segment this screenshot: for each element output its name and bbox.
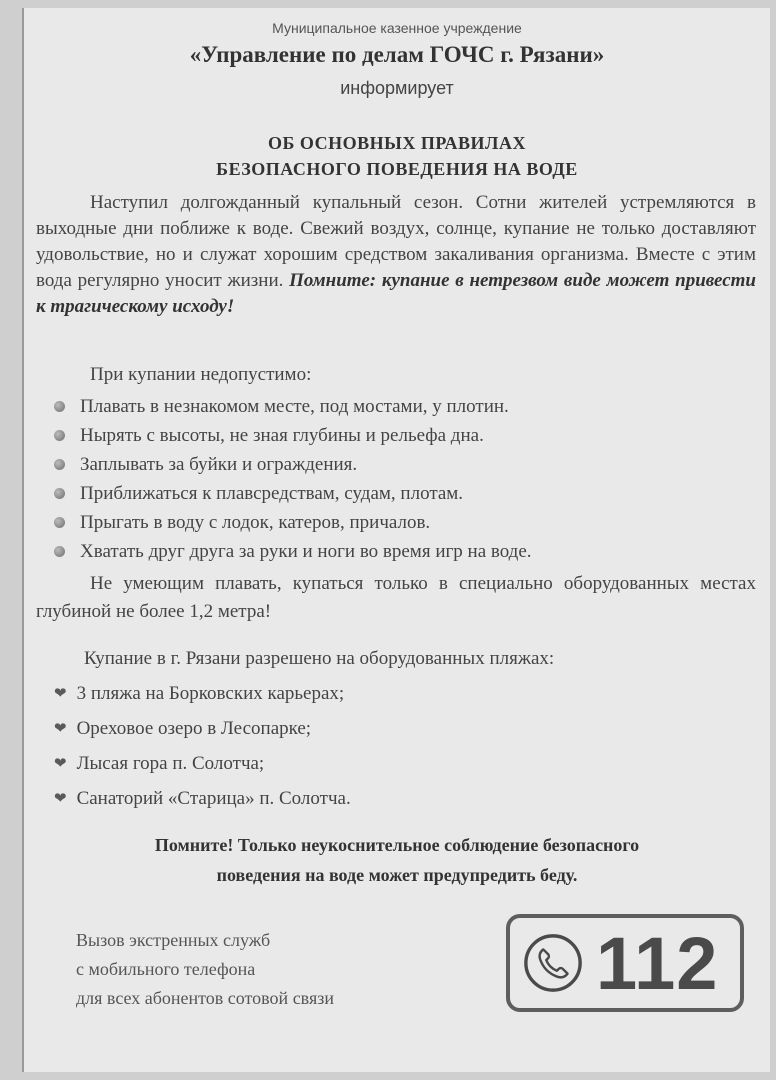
intro-text: Наступил долгожданный купальный сезон. Сотни жителей устремляются в выходные дни поближе к воде. Свежий воздух, солнце, купание не только доставляют удовольствие, но и служат хорошим средством закаливания организма. Вместе с этим вода регулярно уносит жизни.	[36, 192, 756, 291]
emergency-line-3: для всех абонентов сотовой связи	[76, 988, 334, 1008]
emergency-line-2: с мобильного телефона	[76, 959, 256, 979]
emergency-line-1: Вызов экстренных служб	[76, 930, 271, 950]
heart-bullet-icon: ❤	[54, 686, 67, 702]
heart-bullet-icon: ❤	[54, 756, 67, 772]
title-line-2: БЕЗОПАСНОГО ПОВЕДЕНИЯ НА ВОДЕ	[216, 159, 578, 179]
title-line-1: ОБ ОСНОВНЫХ ПРАВИЛАХ	[268, 133, 526, 153]
reminder-line-1: Помните! Только неукоснительное соблюдение безопасного	[154, 835, 640, 855]
emergency-number-box	[506, 914, 744, 1012]
emergency-number: 112	[596, 922, 719, 1005]
list-item	[54, 537, 760, 566]
list-item-text: Санаторий «Старица» п. Солотча.	[76, 787, 351, 809]
forbidden-list	[54, 392, 760, 566]
list-item-text: Плавать в незнакомом месте, под мостами, у плотин.	[80, 395, 509, 417]
list-item-text: Приближаться к плавсредствам, судам, плотам.	[80, 482, 464, 504]
notice-title	[24, 130, 770, 182]
list-item-text: Лысая гора п. Солотча;	[76, 752, 265, 774]
notice-sheet	[22, 8, 770, 1072]
list-item-text: Ореховое озеро в Лесопарке;	[76, 717, 312, 739]
intro-paragraph	[36, 190, 756, 320]
list-item-text: Хватать друг друга за руки и ноги во время игр на воде.	[80, 540, 532, 562]
bullet-dot-icon	[54, 546, 65, 557]
list-item	[54, 392, 760, 421]
list-item-text: Заплывать за буйки и ограждения.	[80, 453, 358, 475]
list-item-text: Нырять с высоты, не зная глубины и рельефа дна.	[80, 424, 484, 446]
reminder-line-2: поведения на воде может предупредить беду.	[216, 865, 578, 885]
list-item	[54, 508, 760, 537]
intro-warning: Помните: купание в нетрезвом виде может привести к трагическому исходу!	[36, 270, 756, 317]
informs-label: информирует	[340, 78, 454, 98]
bullet-dot-icon	[54, 488, 65, 499]
list-item	[54, 450, 760, 479]
beach-list	[54, 676, 760, 816]
bullet-dot-icon	[54, 401, 65, 412]
heart-bullet-icon: ❤	[54, 791, 67, 807]
safety-reminder	[24, 830, 770, 890]
non-swimmers-note: Не умеющим плавать, купаться только в специально оборудованных местах глубиной не более 1,2 метра!	[36, 573, 756, 622]
organization-name: «Управление по делам ГОЧС г. Рязани»	[189, 42, 605, 67]
forbidden-title: При купании недопустимо:	[90, 364, 312, 385]
list-item	[54, 421, 760, 450]
list-item	[54, 746, 760, 781]
list-item	[54, 781, 760, 816]
bullet-dot-icon	[54, 517, 65, 528]
list-item	[54, 479, 760, 508]
beaches-title: Купание в г. Рязани разрешено на оборудованных пляжах:	[84, 648, 555, 669]
list-item	[54, 676, 760, 711]
bullet-dot-icon	[54, 430, 65, 441]
list-item	[54, 711, 760, 746]
list-item-text: Прыгать в воду с лодок, катеров, причалов.	[80, 511, 431, 533]
heart-bullet-icon: ❤	[54, 721, 67, 737]
institution-type: Муниципальное казенное учреждение	[272, 20, 522, 36]
list-item-text: 3 пляжа на Борковских карьерах;	[76, 682, 345, 704]
phone-icon	[522, 932, 584, 994]
emergency-info	[76, 926, 334, 1013]
bullet-dot-icon	[54, 459, 65, 470]
